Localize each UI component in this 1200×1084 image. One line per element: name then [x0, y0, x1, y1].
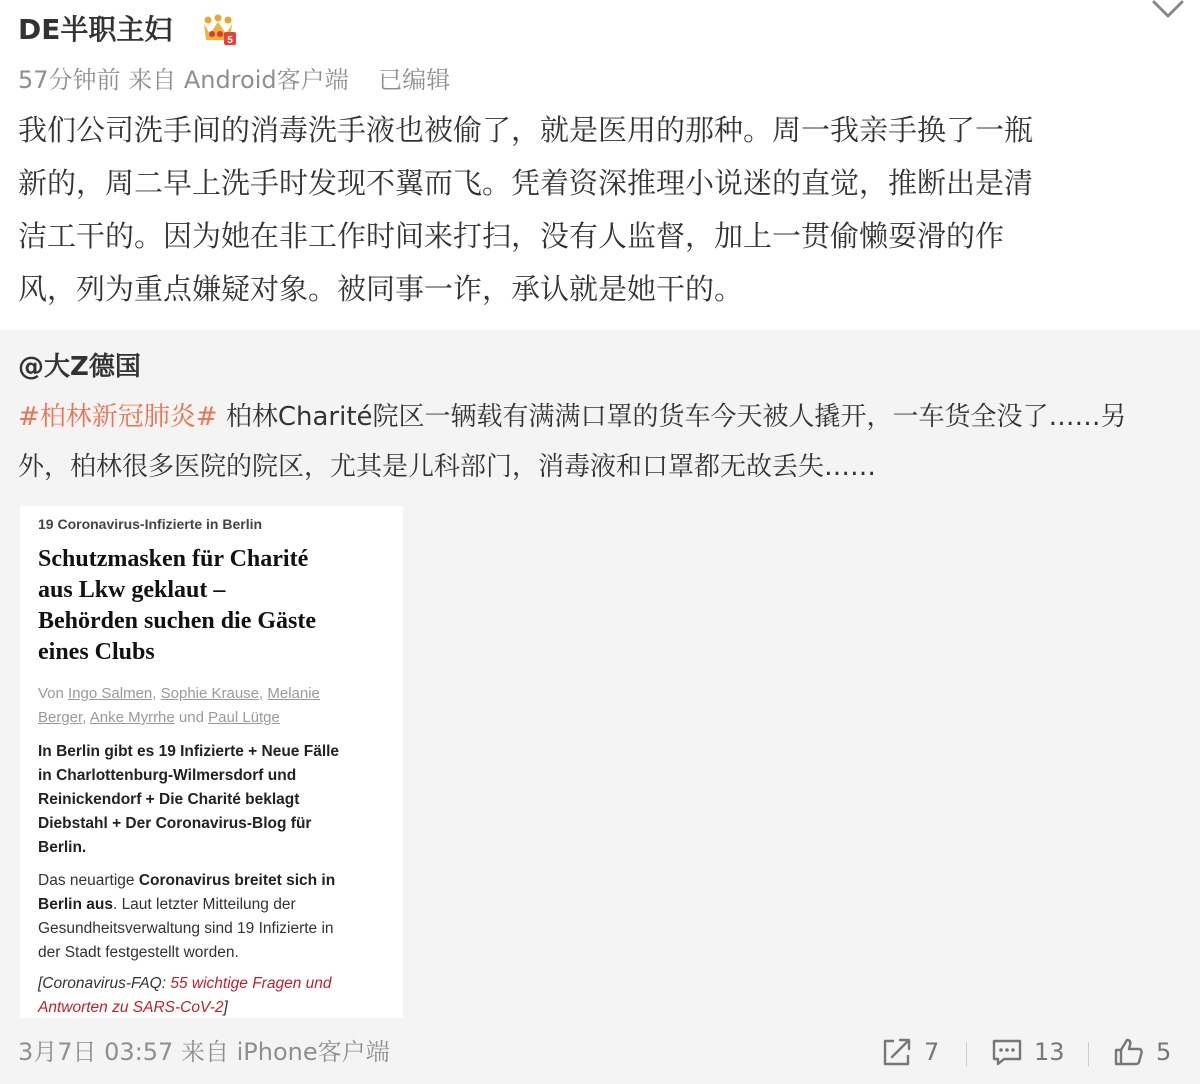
post-body-line: 洁工干的。因为她在非工作时间来打扫，没有人监督，加上一贯偷懒耍滑的作	[18, 219, 1005, 253]
byline-author: Melanie	[267, 685, 320, 702]
post-body-line: 风，列为重点嫌疑对象。被同事一诈，承认就是她干的。	[18, 272, 744, 306]
faq-link: 55 wichtige Fragen und	[170, 975, 332, 992]
byline-author: Sophie Krause	[160, 685, 260, 702]
repost-text	[18, 392, 1188, 492]
repost-text-segment: 柏林Charité院区一辆载有满满口罩的货车今天被人撬开，一车货全没了……另	[217, 402, 1127, 432]
share-icon	[880, 1036, 914, 1068]
post-body-line: 我们公司洗手间的消毒洗手液也被偷了，就是医用的那种。周一我亲手换了一瓶	[18, 113, 1034, 147]
chevron-down-icon[interactable]	[1150, 0, 1186, 24]
reposted-weibo[interactable]	[0, 330, 1200, 1084]
article-lead-line: in Charlottenburg-Wilmersdorf und	[38, 767, 297, 784]
post-body	[18, 104, 1188, 316]
article-text-bold: Berlin aus	[38, 896, 113, 913]
repost-text-line: 外，柏林很多医院的院区，尤其是儿科部门，消毒液和口罩都无故丢失……	[18, 452, 877, 482]
article-lead-line: In Berlin gibt es 19 Infizierte + Neue Fälle	[38, 743, 340, 760]
article-lead-line: Diebstahl + Der Coronavirus-Blog für	[38, 815, 312, 832]
action-divider	[1088, 1042, 1089, 1066]
article-headline-line: Behörden suchen die Gäste	[38, 608, 317, 634]
article-text-bold: Coronavirus breitet sich in	[138, 872, 336, 889]
share-count: 7	[924, 1038, 940, 1066]
article-screenshot-image[interactable]	[20, 506, 403, 1018]
byline-author: Paul Lütge	[208, 709, 280, 726]
comment-button[interactable]	[990, 1034, 1065, 1070]
article-lead	[38, 740, 398, 860]
byline-und: und	[178, 709, 204, 726]
article-text: Gesundheitsverwaltung sind 19 Infizierte in	[38, 920, 334, 937]
comment-count: 13	[1034, 1038, 1065, 1066]
article-lead-line: Reinickendorf + Die Charité beklagt	[38, 791, 300, 808]
byline-author: Anke Myrrhe	[89, 709, 175, 726]
like-icon	[1112, 1036, 1146, 1068]
faq-suffix: ]	[223, 999, 228, 1016]
article-text: . Laut letzter Mitteilung der	[112, 896, 296, 913]
repost-author[interactable]: @大Z德国	[18, 352, 141, 382]
post-username[interactable]: DE半职主妇	[18, 13, 173, 46]
share-button[interactable]	[880, 1034, 939, 1070]
byline-von: Von	[38, 685, 64, 702]
faq-prefix: [Coronavirus-FAQ:	[38, 975, 171, 992]
action-divider	[966, 1042, 967, 1066]
post-time: 57分钟前	[18, 66, 121, 94]
byline-author: Berger	[38, 709, 83, 726]
like-button[interactable]	[1112, 1034, 1171, 1070]
article-headline-line: aus Lkw geklaut –	[38, 577, 226, 603]
vip-crown-icon	[200, 14, 236, 46]
original-post	[0, 0, 1200, 330]
article-lead-line: Berlin.	[38, 839, 87, 856]
post-source[interactable]: 来自 Android客户端	[128, 66, 349, 94]
post-meta	[18, 62, 450, 98]
article-kicker: 19 Coronavirus-Infizierte in Berlin	[38, 516, 263, 532]
article-paragraph	[38, 869, 398, 965]
post-edited-label[interactable]: 已编辑	[378, 66, 451, 94]
article-byline: Von Ingo Salmen, Sophie Krause, Melanie Berger, Anke Myrrhe und Paul Lütge	[38, 685, 320, 726]
hashtag-link[interactable]: #柏林新冠肺炎#	[18, 402, 218, 432]
like-count: 5	[1156, 1038, 1172, 1066]
repost-timestamp: 3月7日 03:57 来自 iPhone客户端	[18, 1038, 390, 1066]
article-text: Das neuartige	[38, 872, 139, 889]
svg-text:5: 5	[227, 35, 233, 46]
byline-author: Ingo Salmen	[68, 685, 153, 702]
faq-link: Antworten zu SARS-CoV-2	[38, 999, 224, 1016]
article-faq	[38, 972, 398, 1018]
article-headline	[38, 544, 398, 668]
article-text: der Stadt festgestellt worden.	[38, 944, 239, 961]
repost-text-line	[18, 392, 1188, 442]
comment-icon	[990, 1036, 1024, 1068]
post-body-line: 新的，周二早上洗手时发现不翼而飞。凭着资深推理小说迷的直觉，推断出是清	[18, 166, 1034, 200]
article-headline-line: Schutzmasken für Charité	[38, 546, 309, 572]
article-headline-line: eines Clubs	[38, 639, 155, 665]
